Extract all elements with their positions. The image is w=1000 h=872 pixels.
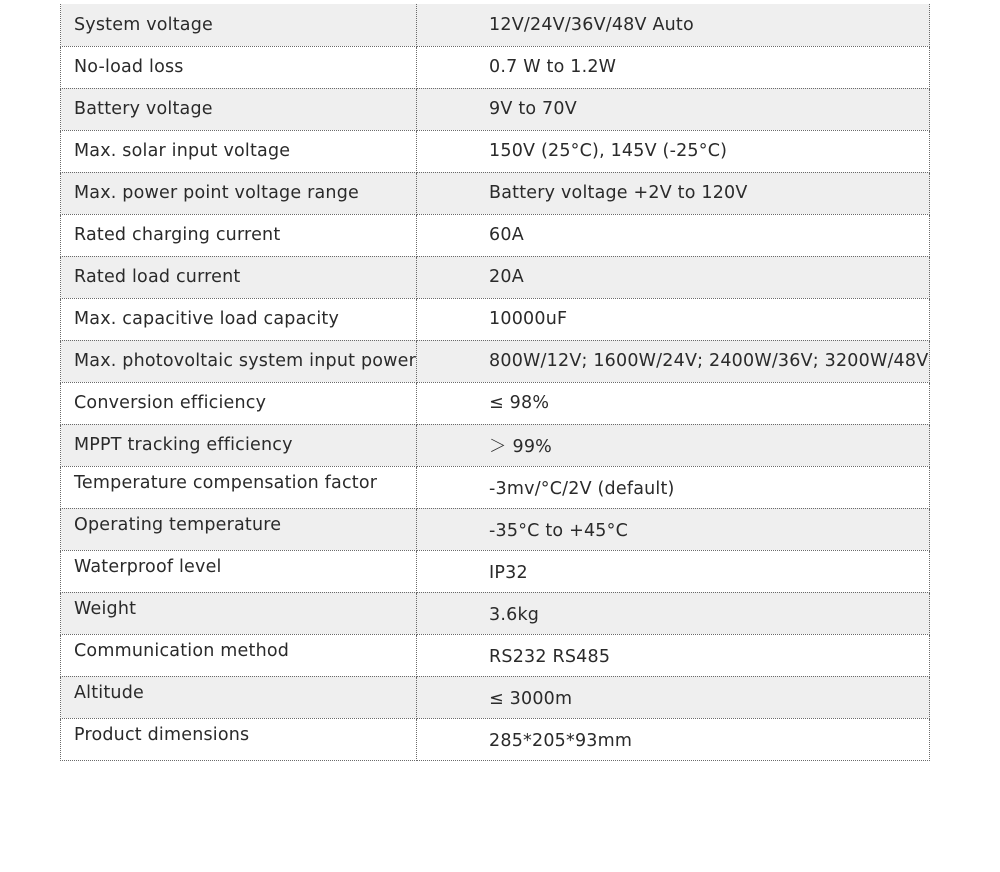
spec-value-text: RS232 RS485 — [489, 647, 611, 667]
table-row — [61, 466, 930, 508]
table-row — [61, 130, 930, 172]
spec-label — [61, 718, 417, 760]
table-row — [61, 634, 930, 676]
spec-value: 10000uF — [417, 298, 930, 340]
table-row — [61, 592, 930, 634]
spec-label-text: Weight — [74, 599, 137, 619]
spec-label: Battery voltage — [61, 88, 417, 130]
spec-label: Max. solar input voltage — [61, 130, 417, 172]
spec-value-text: -3mv/°C/2V (default) — [489, 479, 675, 499]
spec-label: MPPT tracking efficiency — [61, 424, 417, 466]
spec-label-text: Waterproof level — [74, 557, 222, 577]
spec-label: No-load loss — [61, 46, 417, 88]
spec-value: 800W/12V; 1600W/24V; 2400W/36V; 3200W/48V — [417, 340, 930, 382]
spec-label — [61, 550, 417, 592]
spec-value-text: IP32 — [489, 563, 528, 583]
spec-value: 150V (25°C), 145V (-25°C) — [417, 130, 930, 172]
spec-label-text: Altitude — [74, 683, 144, 703]
table-row — [61, 718, 930, 760]
table-row — [61, 88, 930, 130]
spec-label-text: Communication method — [74, 641, 290, 661]
spec-label-text: Product dimensions — [74, 725, 250, 745]
specification-table — [60, 4, 930, 761]
spec-label: Max. capacitive load capacity — [61, 298, 417, 340]
spec-value-text: ≤ 3000m — [489, 689, 573, 709]
table-row — [61, 508, 930, 550]
spec-value — [417, 508, 930, 550]
spec-value — [417, 592, 930, 634]
spec-value — [417, 550, 930, 592]
spec-value — [417, 676, 930, 718]
spec-value: ≤ 98% — [417, 382, 930, 424]
spec-label — [61, 634, 417, 676]
table-row — [61, 172, 930, 214]
table-row — [61, 676, 930, 718]
spec-label — [61, 508, 417, 550]
spec-label-text: Temperature compensation factor — [74, 473, 378, 493]
spec-label: Rated load current — [61, 256, 417, 298]
spec-value: 60A — [417, 214, 930, 256]
table-row — [61, 256, 930, 298]
spec-label — [61, 466, 417, 508]
spec-value: 12V/24V/36V/48V Auto — [417, 4, 930, 46]
spec-label: System voltage — [61, 4, 417, 46]
spec-value — [417, 634, 930, 676]
spec-value-text: 3.6kg — [489, 605, 540, 625]
spec-value: ＞ 99% — [417, 424, 930, 466]
spec-label: Max. photovoltaic system input power — [61, 340, 417, 382]
spec-label: Rated charging current — [61, 214, 417, 256]
table-row — [61, 340, 930, 382]
spec-value: 0.7 W to 1.2W — [417, 46, 930, 88]
table-row — [61, 46, 930, 88]
spec-value — [417, 718, 930, 760]
spec-value: 9V to 70V — [417, 88, 930, 130]
table-row — [61, 550, 930, 592]
table-row — [61, 298, 930, 340]
table-row — [61, 382, 930, 424]
spec-value — [417, 466, 930, 508]
spec-label: Max. power point voltage range — [61, 172, 417, 214]
spec-label — [61, 676, 417, 718]
spec-value-text: 285*205*93mm — [489, 731, 633, 751]
spec-value-text: -35°C to +45°C — [489, 521, 628, 541]
spec-value: Battery voltage +2V to 120V — [417, 172, 930, 214]
spec-label — [61, 592, 417, 634]
table-row — [61, 214, 930, 256]
spec-value: 20A — [417, 256, 930, 298]
spec-label: Conversion efficiency — [61, 382, 417, 424]
table-row — [61, 4, 930, 46]
spec-label-text: Operating temperature — [74, 515, 282, 535]
table-row — [61, 424, 930, 466]
